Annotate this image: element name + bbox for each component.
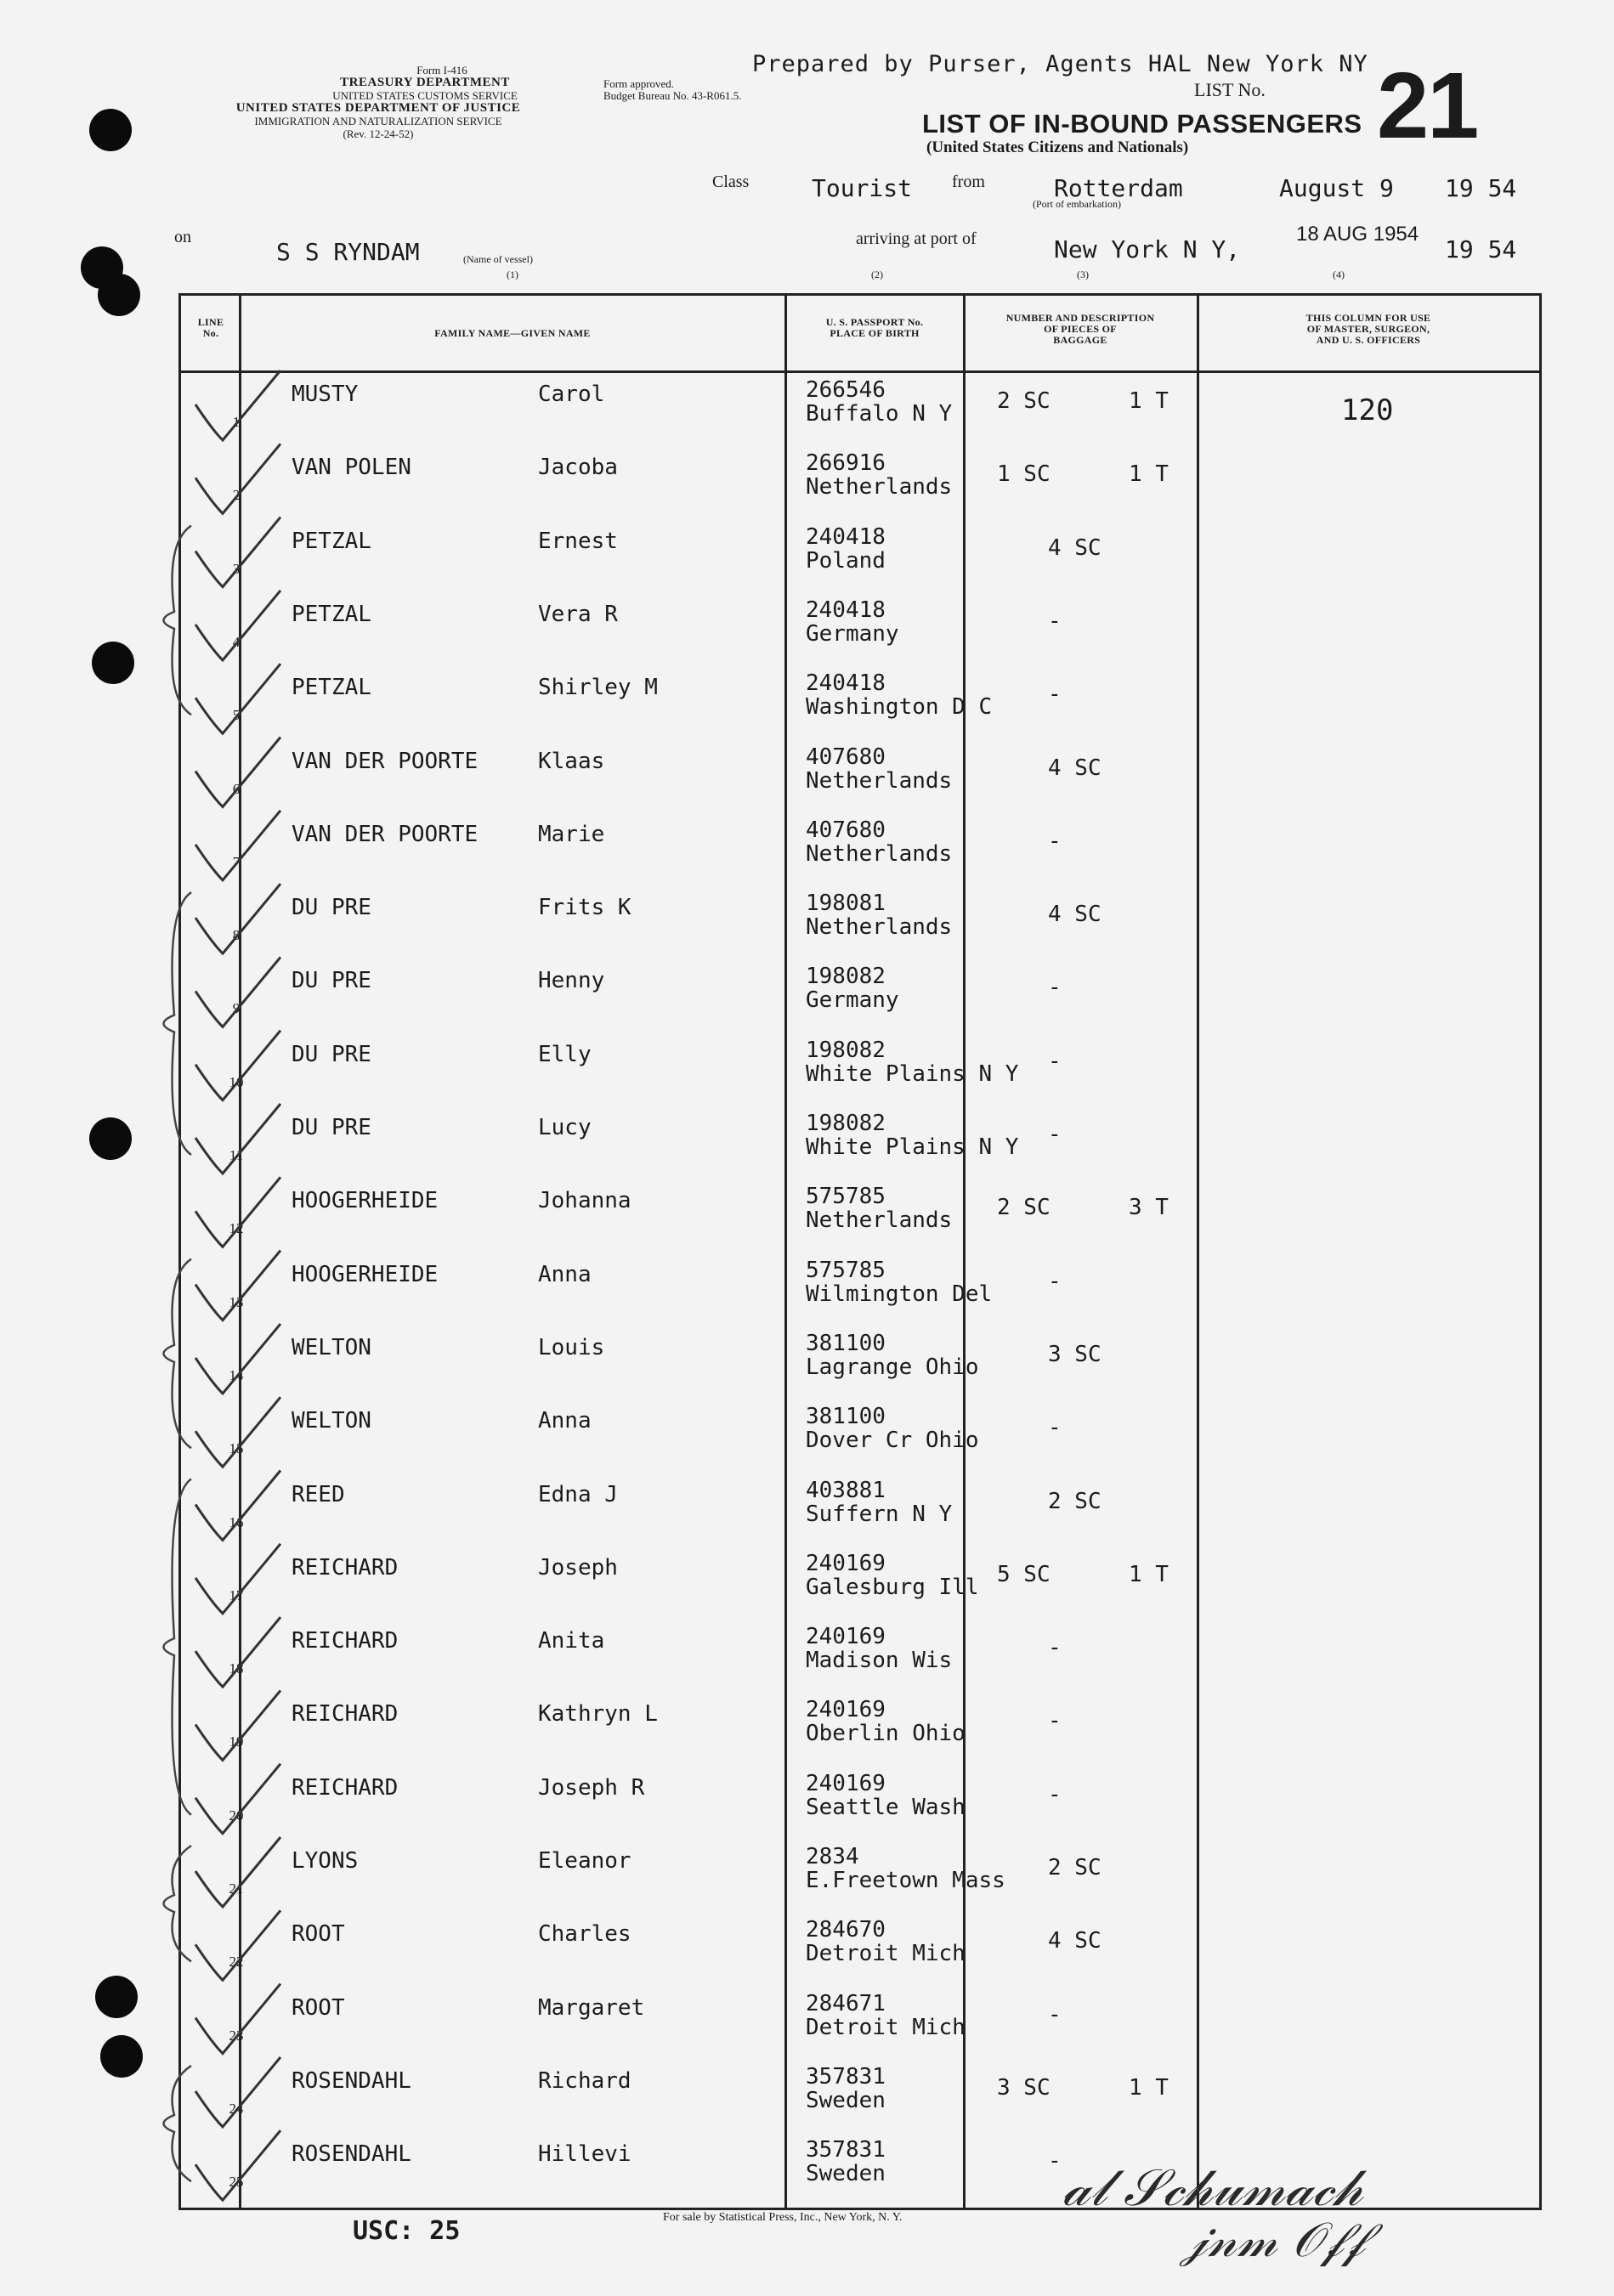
place-of-birth: Germany bbox=[806, 620, 899, 647]
table-row bbox=[181, 2060, 1539, 2135]
passenger-table bbox=[178, 293, 1542, 2210]
punch-hole-6 bbox=[95, 1976, 138, 2018]
punch-hole-1 bbox=[89, 109, 132, 151]
place-of-birth: Wilmington Del bbox=[806, 1281, 993, 1307]
given-name: Richard bbox=[538, 2067, 631, 2094]
place-of-birth: White Plains N Y bbox=[806, 1134, 1019, 1160]
baggage-suitcases: - bbox=[1048, 2001, 1062, 2027]
family-name: REICHARD bbox=[292, 1701, 399, 1728]
family-name: REICHARD bbox=[292, 1774, 399, 1801]
baggage-suitcases: 4 SC bbox=[1048, 755, 1101, 781]
passport-number: 381100 bbox=[806, 1330, 886, 1356]
line-number: 10 bbox=[229, 1073, 244, 1090]
passport-number: 198081 bbox=[806, 891, 886, 917]
line-number: 9 bbox=[232, 1000, 241, 1017]
passport-number: 2834 bbox=[806, 1844, 859, 1869]
given-name: Shirley M bbox=[538, 675, 658, 701]
baggage-suitcases: 4 SC bbox=[1048, 1928, 1101, 1954]
arriving-label: arriving at port of bbox=[856, 229, 977, 248]
place-of-birth: Poland bbox=[806, 547, 886, 574]
family-name: WELTON bbox=[292, 1408, 371, 1434]
form-identification bbox=[178, 64, 578, 140]
baggage-suitcases: - bbox=[1048, 975, 1062, 1001]
punch-hole-3 bbox=[98, 274, 140, 316]
arrival-year: 19 54 bbox=[1445, 235, 1517, 263]
arrival-port: New York N Y, bbox=[1054, 235, 1241, 263]
family-name: LYONS bbox=[292, 1848, 359, 1874]
table-row bbox=[181, 593, 1539, 668]
class-label: Class bbox=[712, 172, 750, 191]
passport-number: 198082 bbox=[806, 964, 886, 990]
family-name: PETZAL bbox=[292, 675, 371, 701]
family-name: DU PRE bbox=[292, 1115, 371, 1140]
officer-note: 120 bbox=[1341, 393, 1394, 427]
given-name: Jacoba bbox=[538, 455, 618, 481]
baggage-suitcases: - bbox=[1048, 1708, 1062, 1734]
passport-number: 381100 bbox=[806, 1404, 886, 1430]
baggage-suitcases: - bbox=[1048, 1048, 1062, 1074]
port-of-embarkation: Rotterdam bbox=[1054, 174, 1183, 202]
table-row bbox=[181, 1620, 1539, 1694]
place-of-birth: Detroit Mich bbox=[806, 1941, 966, 1967]
family-name: HOOGERHEIDE bbox=[292, 1188, 439, 1214]
baggage-suitcases: 2 SC bbox=[1048, 1488, 1101, 1514]
punch-hole-7 bbox=[100, 2035, 143, 2078]
place-of-birth: Buffalo N Y bbox=[806, 401, 953, 427]
line-number: 19 bbox=[229, 1733, 244, 1750]
baggage-suitcases: - bbox=[1048, 681, 1062, 708]
place-of-birth: Netherlands bbox=[806, 767, 953, 794]
place-of-birth: Netherlands bbox=[806, 840, 953, 867]
line-number: 18 bbox=[229, 1660, 244, 1677]
place-of-birth: Sweden bbox=[806, 2161, 886, 2187]
form-revision: (Rev. 12-24-52) bbox=[343, 127, 414, 140]
place-of-birth: Suffern N Y bbox=[806, 1501, 953, 1527]
table-row bbox=[181, 1840, 1539, 1914]
from-label: from bbox=[952, 172, 985, 191]
given-name: Margaret bbox=[538, 1994, 645, 2021]
line-number: 8 bbox=[232, 927, 241, 944]
place-of-birth: Oberlin Ohio bbox=[806, 1721, 966, 1747]
given-name: Charles bbox=[538, 1921, 631, 1948]
table-row bbox=[181, 520, 1539, 595]
line-number: 3 bbox=[232, 560, 241, 577]
place-of-birth: Madison Wis bbox=[806, 1648, 953, 1674]
table-row bbox=[181, 1473, 1539, 1548]
given-name: Johanna bbox=[538, 1188, 631, 1214]
place-of-birth: Netherlands bbox=[806, 474, 953, 500]
baggage-suitcases: - bbox=[1048, 828, 1062, 854]
family-name: REICHARD bbox=[292, 1554, 399, 1581]
header-passport: U. S. PASSPORT No. PLACE OF BIRTH bbox=[825, 316, 924, 339]
table-row bbox=[181, 1987, 1539, 2061]
caption-col-4: (4) bbox=[1333, 269, 1345, 280]
table-row bbox=[181, 1179, 1539, 1254]
baggage-trunks: 3 T bbox=[1129, 1195, 1169, 1221]
line-number: 13 bbox=[229, 1293, 244, 1310]
family-name: ROOT bbox=[292, 1921, 345, 1948]
baggage-suitcases: 3 SC bbox=[997, 2074, 1051, 2101]
baggage-suitcases: - bbox=[1048, 608, 1062, 634]
line-number: 5 bbox=[232, 707, 241, 724]
baggage-suitcases: 4 SC bbox=[1048, 902, 1101, 928]
table-row bbox=[181, 959, 1539, 1034]
passport-number: 403881 bbox=[806, 1477, 886, 1503]
departure-date: August 9 bbox=[1279, 174, 1394, 202]
list-subtitle: (United States Citizens and Nationals) bbox=[926, 139, 1189, 156]
prepared-by: Prepared by Purser, Agents HAL New York NY bbox=[752, 51, 1368, 77]
place-of-birth: White Plains N Y bbox=[806, 1060, 1019, 1087]
class-value: Tourist bbox=[812, 174, 913, 202]
place-of-birth: Seattle Wash bbox=[806, 1794, 966, 1820]
customs-service: UNITED STATES CUSTOMS SERVICE bbox=[332, 89, 518, 102]
family-name: ROSENDAHL bbox=[292, 2067, 411, 2094]
printer-note: For sale by Statistical Press, Inc., New York, N. Y. bbox=[663, 2211, 903, 2224]
given-name: Carol bbox=[538, 382, 605, 407]
passport-number: 198082 bbox=[806, 1111, 886, 1136]
family-name: MUSTY bbox=[292, 382, 359, 407]
given-name: Klaas bbox=[538, 748, 605, 774]
passport-number: 240418 bbox=[806, 523, 886, 550]
table-row bbox=[181, 1547, 1539, 1621]
family-name: WELTON bbox=[292, 1334, 371, 1360]
passport-number: 575785 bbox=[806, 1257, 886, 1283]
family-name: REICHARD bbox=[292, 1628, 399, 1654]
line-number: 17 bbox=[229, 1586, 244, 1603]
family-name: REED bbox=[292, 1481, 345, 1507]
baggage-trunks: 1 T bbox=[1129, 1561, 1169, 1587]
passport-number: 284671 bbox=[806, 1990, 886, 2016]
header-baggage: NUMBER AND DESCRIPTION OF PIECES OF BAGGAGE bbox=[1005, 312, 1155, 346]
passport-number: 407680 bbox=[806, 744, 886, 770]
family-name: DU PRE bbox=[292, 968, 371, 994]
passport-number: 240169 bbox=[806, 1697, 886, 1723]
given-name: Joseph R bbox=[538, 1774, 645, 1801]
family-name: ROOT bbox=[292, 1994, 345, 2021]
line-number: 22 bbox=[229, 1954, 244, 1971]
given-name: Anita bbox=[538, 1628, 605, 1654]
baggage-suitcases: 5 SC bbox=[997, 1561, 1051, 1587]
passport-number: 357831 bbox=[806, 2137, 886, 2163]
given-name: Hillevi bbox=[538, 2141, 631, 2168]
given-name: Anna bbox=[538, 1408, 592, 1434]
header-officers: THIS COLUMN FOR USE OF MASTER, SURGEON, AND U. S. OFFICERS bbox=[1305, 312, 1431, 346]
baggage-suitcases: 2 SC bbox=[997, 388, 1051, 414]
place-of-birth: Germany bbox=[806, 987, 899, 1014]
table-row bbox=[181, 1033, 1539, 1108]
given-name: Kathryn L bbox=[538, 1701, 658, 1728]
given-name: Joseph bbox=[538, 1554, 618, 1581]
passport-number: 240169 bbox=[806, 1550, 886, 1576]
punch-hole-5 bbox=[89, 1117, 132, 1160]
family-name: DU PRE bbox=[292, 895, 371, 921]
passport-number: 240418 bbox=[806, 670, 886, 697]
line-number: 4 bbox=[232, 633, 241, 650]
baggage-suitcases: - bbox=[1048, 1268, 1062, 1294]
list-number: 21 bbox=[1377, 54, 1478, 158]
family-name: PETZAL bbox=[292, 601, 371, 627]
baggage-suitcases: - bbox=[1048, 1415, 1062, 1441]
family-name: VAN DER POORTE bbox=[292, 748, 479, 774]
given-name: Eleanor bbox=[538, 1848, 631, 1874]
budget-bureau: Budget Bureau No. 43-R061.5. bbox=[603, 89, 742, 102]
family-name: PETZAL bbox=[292, 528, 371, 554]
line-number: 2 bbox=[232, 487, 241, 504]
line-number: 20 bbox=[229, 1807, 244, 1824]
passport-number: 575785 bbox=[806, 1184, 886, 1210]
line-number: 14 bbox=[229, 1366, 244, 1383]
line-number: 24 bbox=[229, 2100, 244, 2117]
punch-hole-4 bbox=[92, 642, 134, 684]
place-of-birth: Washington D C bbox=[806, 694, 993, 721]
place-of-birth: Lagrange Ohio bbox=[806, 1354, 979, 1380]
table-row bbox=[181, 1326, 1539, 1401]
place-of-birth: Netherlands bbox=[806, 1207, 953, 1234]
form-number: Form I-416 bbox=[416, 64, 467, 76]
on-label: on bbox=[174, 228, 191, 246]
baggage-trunks: 1 T bbox=[1129, 388, 1169, 414]
header-name: FAMILY NAME—GIVEN NAME bbox=[434, 327, 591, 339]
line-number: 6 bbox=[232, 780, 241, 797]
given-name: Vera R bbox=[538, 601, 618, 627]
given-name: Edna J bbox=[538, 1481, 618, 1507]
table-row bbox=[181, 740, 1539, 815]
given-name: Anna bbox=[538, 1261, 592, 1287]
table-row bbox=[181, 1106, 1539, 1181]
baggage-trunks: 1 T bbox=[1129, 461, 1169, 488]
baggage-suitcases: - bbox=[1048, 2148, 1062, 2174]
table-row bbox=[181, 886, 1539, 961]
given-name: Lucy bbox=[538, 1115, 592, 1140]
place-of-birth: Detroit Mich bbox=[806, 2014, 966, 2040]
passport-number: 266916 bbox=[806, 450, 886, 477]
passport-number: 240169 bbox=[806, 1624, 886, 1650]
arrival-date-stamp: 18 AUG 1954 bbox=[1296, 223, 1419, 246]
baggage-suitcases: 2 SC bbox=[1048, 1855, 1101, 1880]
passport-number: 357831 bbox=[806, 2063, 886, 2090]
table-row bbox=[181, 1913, 1539, 1988]
immigration-service: IMMIGRATION AND NATURALIZATION SERVICE bbox=[254, 115, 502, 127]
baggage-suitcases: - bbox=[1048, 1781, 1062, 1807]
table-row bbox=[181, 1693, 1539, 1767]
list-number-label: LIST No. bbox=[1194, 79, 1266, 100]
baggage-trunks: 1 T bbox=[1129, 2074, 1169, 2101]
table-row bbox=[181, 1253, 1539, 1328]
baggage-suitcases: - bbox=[1048, 1122, 1062, 1147]
place-of-birth: E.Freetown Mass bbox=[806, 1868, 1005, 1893]
baggage-suitcases: 1 SC bbox=[997, 461, 1051, 488]
family-name: VAN POLEN bbox=[292, 455, 411, 481]
caption-col-1: (1) bbox=[507, 269, 518, 280]
place-of-birth: Sweden bbox=[806, 2087, 886, 2113]
given-name: Frits K bbox=[538, 895, 631, 921]
family-name: DU PRE bbox=[292, 1041, 371, 1067]
given-name: Ernest bbox=[538, 528, 618, 554]
passport-number: 240169 bbox=[806, 1770, 886, 1796]
department-treasury: TREASURY DEPARTMENT bbox=[340, 76, 510, 89]
vessel-name: S S RYNDAM bbox=[276, 238, 420, 266]
baggage-suitcases: 4 SC bbox=[1048, 534, 1101, 561]
budget-approval bbox=[603, 78, 741, 102]
line-number: 1 bbox=[232, 414, 241, 430]
line-number: 11 bbox=[229, 1147, 244, 1163]
vessel-name-caption: (Name of vessel) bbox=[463, 253, 533, 265]
officer-initials: 𝒿𝓃𝓂 𝒪𝒻𝒻 bbox=[1181, 2213, 1365, 2268]
header-line-no: LINE No. bbox=[197, 316, 224, 339]
table-row bbox=[181, 666, 1539, 741]
line-number: 21 bbox=[229, 1880, 244, 1897]
family-name: ROSENDAHL bbox=[292, 2141, 411, 2168]
departure-year: 19 54 bbox=[1445, 174, 1517, 202]
caption-col-3: (3) bbox=[1077, 269, 1089, 280]
caption-col-2: (2) bbox=[871, 269, 883, 280]
department-justice: UNITED STATES DEPARTMENT OF JUSTICE bbox=[235, 101, 521, 115]
passport-number: 284670 bbox=[806, 1917, 886, 1943]
baggage-suitcases: 2 SC bbox=[997, 1195, 1051, 1221]
place-of-birth: Netherlands bbox=[806, 914, 953, 941]
line-number: 12 bbox=[229, 1220, 244, 1237]
table-row bbox=[181, 813, 1539, 888]
list-title: LIST OF IN-BOUND PASSENGERS bbox=[922, 109, 1362, 139]
passport-number: 266546 bbox=[806, 377, 886, 403]
form-approved: Form approved. bbox=[603, 77, 675, 90]
table-row bbox=[181, 1400, 1539, 1474]
usc-count: USC: 25 bbox=[353, 2216, 461, 2246]
passport-number: 407680 bbox=[806, 817, 886, 843]
port-of-embarkation-caption: (Port of embarkation) bbox=[1033, 198, 1121, 210]
passport-number: 198082 bbox=[806, 1037, 886, 1063]
given-name: Henny bbox=[538, 968, 605, 994]
place-of-birth: Dover Cr Ohio bbox=[806, 1428, 979, 1454]
table-row bbox=[181, 373, 1539, 448]
table-row bbox=[181, 1767, 1539, 1841]
passport-number: 240418 bbox=[806, 597, 886, 623]
officer-signature: 𝒶𝓁 𝒮𝒸𝒽𝓊𝓂𝒶𝒸𝒽 bbox=[1062, 2158, 1363, 2218]
place-of-birth: Galesburg Ill bbox=[806, 1574, 979, 1600]
table-row bbox=[181, 446, 1539, 521]
baggage-suitcases: - bbox=[1048, 1635, 1062, 1661]
given-name: Marie bbox=[538, 821, 605, 847]
line-number: 7 bbox=[232, 853, 241, 870]
family-name: VAN DER POORTE bbox=[292, 821, 479, 847]
line-number: 23 bbox=[229, 2027, 244, 2044]
line-number: 25 bbox=[229, 2174, 244, 2191]
line-number: 15 bbox=[229, 1440, 244, 1457]
given-name: Elly bbox=[538, 1041, 592, 1067]
line-number: 16 bbox=[229, 1513, 244, 1530]
family-name: HOOGERHEIDE bbox=[292, 1261, 439, 1287]
baggage-suitcases: 3 SC bbox=[1048, 1341, 1101, 1367]
given-name: Louis bbox=[538, 1334, 605, 1360]
